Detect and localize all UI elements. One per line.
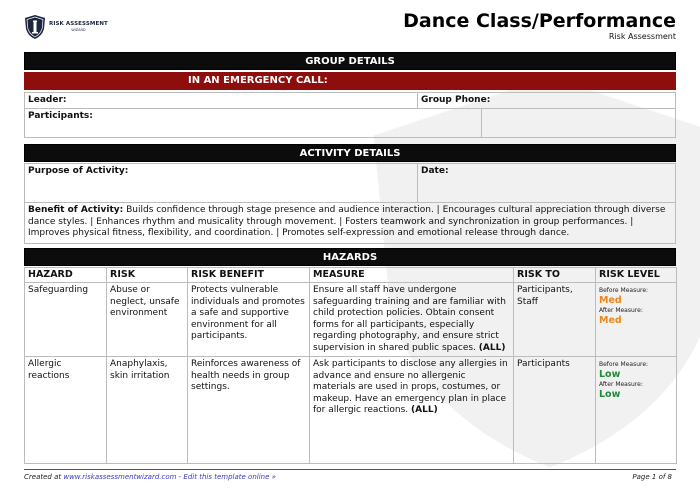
after-measure-level: Low — [599, 389, 621, 400]
column-header-hazard: HAZARD — [25, 268, 107, 283]
page-header — [24, 10, 676, 46]
hazards-table — [24, 267, 677, 464]
page-footer — [24, 469, 676, 481]
column-header-risk-benefit: RISK BENEFIT — [188, 268, 310, 283]
participants-field[interactable] — [25, 109, 481, 137]
risk-to-cell: Participants, Staff — [514, 283, 596, 357]
before-measure-label: Before Measure: — [599, 361, 649, 368]
group-details-heading: GROUP DETAILS — [24, 52, 676, 70]
document-subtitle: Risk Assessment — [608, 32, 676, 41]
activity-details-heading: ACTIVITY DETAILS — [24, 144, 676, 162]
purpose-label: Purpose of Activity: — [28, 166, 129, 176]
benefit-text: Builds confidence through stage presence and audience interaction. | Encourages cultural appreciation through diverse dance styles. | Enhances rhythm and musicality through movement. | Fosters teamwork and synchronization in group performances. | Improves physical fitness, flexibility, and coordination. | Promotes self-expression and emotional release through dance. — [28, 205, 666, 238]
brand-logo — [24, 14, 108, 40]
risk-benefit-cell: Protects vulnerable individuals and promotes a safe and supportive environment for all participants. — [188, 283, 310, 357]
risk-benefit-cell: Reinforces awareness of health needs in group settings. — [188, 357, 310, 464]
column-header-risk-to: RISK TO — [514, 268, 596, 283]
measure-tag: (ALL) — [411, 405, 438, 415]
participants-label: Participants: — [28, 111, 93, 121]
before-measure-level: Low — [599, 369, 621, 380]
column-header-risk: RISK — [107, 268, 188, 283]
leader-label: Leader: — [28, 95, 67, 105]
date-field[interactable] — [417, 164, 675, 202]
document-title: Dance Class/Performance — [403, 10, 676, 32]
before-measure-label: Before Measure: — [599, 287, 649, 294]
hazards-heading: HAZARDS — [24, 248, 676, 266]
hazard-cell: Safeguarding — [25, 283, 107, 357]
purpose-field[interactable] — [25, 164, 417, 202]
edit-template-link[interactable]: - Edit this template online » — [176, 473, 276, 481]
measure-cell — [310, 357, 514, 464]
table-row — [25, 283, 677, 357]
risk-cell: Anaphylaxis, skin irritation — [107, 357, 188, 464]
shield-lighthouse-icon — [24, 14, 46, 40]
measure-tag: (ALL) — [478, 342, 506, 353]
risk-to-cell: Participants — [514, 357, 596, 464]
site-link[interactable]: www.riskassessmentwizard.com — [63, 473, 177, 481]
participants-extra-field[interactable] — [481, 109, 675, 137]
measure-text: Ask participants to disclose any allergies in advance and ensure no allergenic materials are used in props, costumes, or makeup. Have an emergency plan in place for allergic reactions. — [313, 359, 508, 415]
benefit-label: Benefit of Activity: — [28, 205, 124, 215]
group-phone-field[interactable] — [417, 93, 675, 108]
hazard-cell: Allergic reactions — [25, 357, 107, 464]
group-phone-label: Group Phone: — [421, 95, 491, 105]
emergency-call-banner: IN AN EMERGENCY CALL: — [24, 72, 676, 90]
leader-field[interactable] — [25, 93, 417, 108]
footer-created-text: Created at — [24, 473, 64, 481]
measure-cell — [310, 283, 514, 357]
activity-details-section — [24, 144, 676, 244]
risk-level-cell — [596, 283, 677, 357]
before-measure-level: Med — [599, 295, 622, 306]
after-measure-label: After Measure: — [599, 381, 643, 388]
after-measure-level: Med — [599, 315, 622, 326]
risk-cell: Abuse or neglect, unsafe environment — [107, 283, 188, 357]
benefit-of-activity — [25, 203, 675, 243]
after-measure-label: After Measure: — [599, 307, 643, 314]
table-row — [25, 357, 677, 464]
measure-text: Ensure all staff have undergone safeguarding training and are familiar with child protection policies. Obtain consent forms for all participants, especially regarding photography, and ensure strict supervision in shared public spaces. — [313, 285, 506, 353]
table-header-row — [25, 268, 677, 283]
hazards-section — [24, 248, 676, 464]
risk-level-cell — [596, 357, 677, 464]
column-header-risk-level: RISK LEVEL — [596, 268, 677, 283]
logo-text-primary: RISK ASSESSMENT — [49, 21, 108, 27]
page-number: Page 1 of 8 — [632, 473, 672, 481]
date-label: Date: — [421, 166, 449, 176]
logo-text-secondary: WIZARD — [71, 27, 86, 32]
column-header-measure: MEASURE — [310, 268, 514, 283]
group-details-section — [24, 52, 676, 138]
